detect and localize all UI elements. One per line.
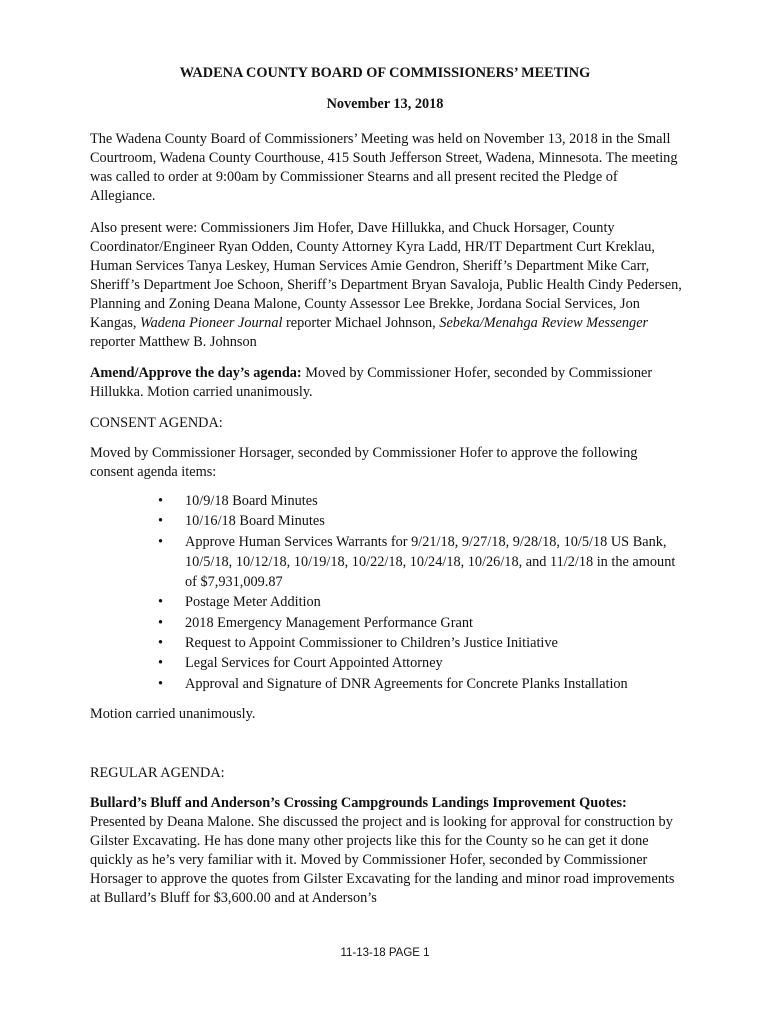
list-item-text: Approval and Signature of DNR Agreements for Concrete Planks Installation: [185, 675, 628, 692]
campgrounds-paragraph: [90, 794, 684, 908]
list-item: [90, 653, 684, 673]
bullet-icon: •: [158, 533, 164, 550]
amend-agenda-paragraph: [90, 364, 684, 402]
bullet-icon: •: [158, 614, 164, 631]
amend-agenda-text: Moved by Commissioner Hofer, seconded by Commissioner Hillukka. Motion carried unanimously.: [90, 365, 653, 400]
attendees-paragraph: [90, 219, 684, 352]
attendees-text-3: reporter Matthew B. Johnson: [90, 334, 257, 350]
amend-agenda-heading: Amend/Approve the day’s agenda:: [90, 365, 302, 381]
bullet-icon: •: [158, 675, 164, 692]
list-item: [90, 592, 684, 612]
list-item-text: 10/9/18 Board Minutes: [185, 493, 318, 509]
regular-agenda-heading: REGULAR AGENDA:: [90, 765, 225, 781]
list-item-text: Postage Meter Addition: [185, 594, 321, 611]
list-item: [90, 633, 684, 653]
campgrounds-heading: Bullard’s Bluff and Anderson’s Crossing Campgrounds Landings Improvement Quotes:: [90, 795, 627, 811]
meeting-date: November 13, 2018: [326, 96, 444, 112]
list-item-text: Approve Human Services Warrants for 9/21/18, 9/27/18, 9/28/18, 10/5/18 US Bank, 10/5/18, 10/12/18, 10/19/18, 10/22/18, 10/24/18, 10/26/18, and 11/2/18 in the amount of $7,931,009.87: [185, 533, 676, 591]
page-footer: 11-13-18 PAGE 1: [340, 947, 430, 959]
campgrounds-text: Presented by Deana Malone. She discussed the project and is looking for approval for construction by Gilster Excavating. He has done many other projects like this for the County so he can get it done quickly as he’s very familiar with it. Moved by Commissioner Hofer, seconded by Commissioner Horsager to approve the quotes from Gilster Excavating for the landing and minor road improvements at Bullard’s Bluff for $3,600.00 and at Anderson’s: [90, 814, 675, 906]
consent-agenda-intro: Moved by Commissioner Horsager, seconded by Commissioner Hofer to approve the following consent agenda items:: [90, 445, 638, 480]
list-item: [90, 613, 684, 633]
list-item: [90, 511, 684, 531]
bullet-icon: •: [158, 594, 164, 611]
publication-name: Wadena Pioneer Journal: [140, 315, 283, 331]
publication-name: Sebeka/Menahga Review Messenger: [439, 315, 649, 331]
consent-agenda-heading: CONSENT AGENDA:: [90, 415, 223, 431]
consent-items-list: [90, 491, 684, 694]
intro-paragraph: The Wadena County Board of Commissioners’ Meeting was held on November 13, 2018 in the Small Courtroom, Wadena County Courthouse, 415 South Jefferson Street, Wadena, Minnesota. The meeting was called to order at 9:00am by Commissioner Stearns and all present recited the Pledge of Allegiance.: [90, 131, 678, 204]
bullet-icon: •: [158, 655, 164, 672]
attendees-text-2: reporter Michael Johnson,: [286, 315, 436, 331]
motion-carried-text: Motion carried unanimously.: [90, 706, 256, 722]
list-item: [90, 532, 684, 593]
list-item-text: Legal Services for Court Appointed Attorney: [185, 655, 443, 672]
list-item: [90, 674, 684, 694]
list-item: [90, 491, 684, 511]
list-item-text: Request to Appoint Commissioner to Children’s Justice Initiative: [185, 635, 558, 652]
list-item-text: 2018 Emergency Management Performance Grant: [185, 614, 473, 631]
bullet-icon: •: [158, 493, 164, 509]
attendees-text-1: Also present were: Commissioners Jim Hofer, Dave Hillukka, and Chuck Horsager, County Coordinator/Engineer Ryan Odden, County Attorney Kyra Ladd, HR/IT Department Curt Kreklau, Human Services Tanya Leskey, Human Services Amie Gendron, Sheriff’s Department Mike Carr, Sheriff’s Department Joe Schoon, Sheriff’s Department Bryan Savaloja, Public Health Cindy Pedersen, Planning and Zoning Deana Malone, County Assessor Lee Brekke, Jordana Social Services, Jon Kangas,: [90, 220, 682, 331]
document-title: WADENA COUNTY BOARD OF COMMISSIONERS’ MEETING: [179, 65, 591, 81]
bullet-icon: •: [158, 513, 164, 530]
bullet-icon: •: [158, 635, 164, 652]
list-item-text: 10/16/18 Board Minutes: [185, 513, 325, 530]
